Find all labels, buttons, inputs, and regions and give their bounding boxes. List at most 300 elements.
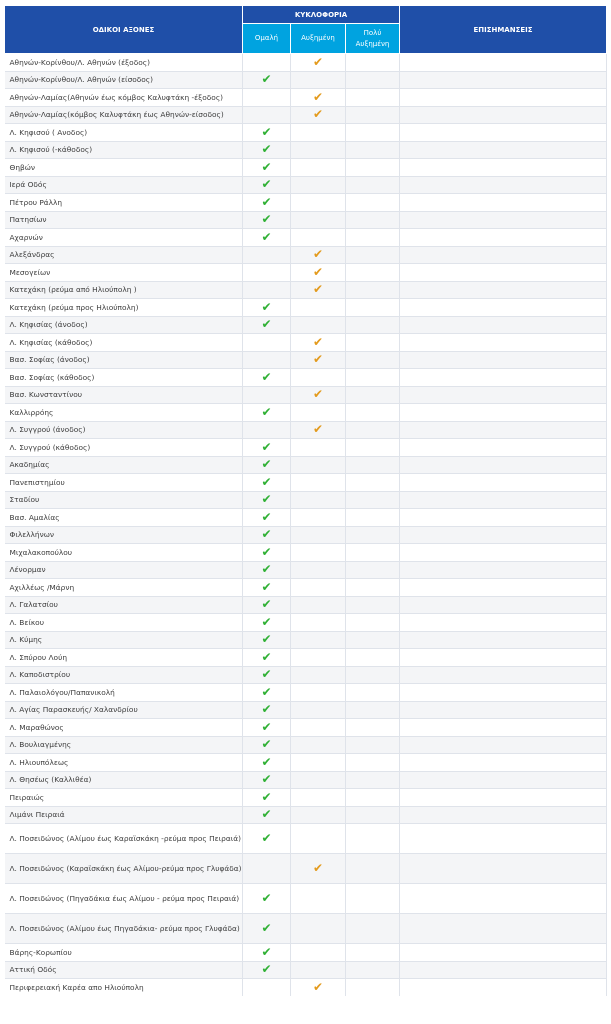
checkmark-icon: ✔ [261, 891, 272, 905]
table-row [5, 334, 607, 352]
status-cell-very-increased [346, 54, 400, 72]
road-name: Λ. Κηφισίας (κάθοδος) [5, 334, 243, 352]
notes-cell [400, 491, 607, 509]
table-row [5, 754, 607, 772]
table-row [5, 159, 607, 177]
table-row [5, 719, 607, 737]
status-cell-normal [243, 736, 291, 754]
checkmark-icon: ✔ [312, 282, 324, 297]
status-cell-increased [291, 701, 346, 719]
road-name: Λ. Βουλιαγμένης [5, 736, 243, 754]
status-cell-very-increased [346, 369, 400, 387]
road-name: Λ. Βείκου [5, 614, 243, 632]
notes-cell [400, 526, 607, 544]
notes-cell [400, 944, 607, 962]
road-name: Λ. Καποδιστρίου [5, 666, 243, 684]
checkmark-icon: ✔ [261, 649, 272, 664]
status-cell-increased [291, 141, 346, 159]
status-cell-very-increased [346, 884, 400, 914]
status-cell-very-increased [346, 194, 400, 212]
road-name: Λ. Ποσειδώνος (Αλίμου έως Καραϊσκάκη -ρεύμα προς Πειραιά) [5, 824, 243, 854]
status-cell-increased [291, 544, 346, 562]
status-cell-increased [291, 649, 346, 667]
table-row [5, 316, 607, 334]
table-row [5, 106, 607, 124]
notes-cell [400, 176, 607, 194]
checkmark-icon: ✔ [261, 831, 272, 845]
road-name: Μεσογείων [5, 264, 243, 282]
notes-cell [400, 561, 607, 579]
notes-cell [400, 439, 607, 457]
status-cell-normal [243, 509, 291, 527]
status-cell-normal [243, 631, 291, 649]
status-cell-very-increased [346, 124, 400, 142]
status-cell-increased [291, 211, 346, 229]
checkmark-icon: ✔ [261, 544, 272, 559]
checkmark-icon: ✔ [261, 474, 272, 489]
notes-cell [400, 979, 607, 996]
status-cell-normal [243, 526, 291, 544]
status-cell-normal [243, 561, 291, 579]
road-name: Λ. Σπύρου Λούη [5, 649, 243, 667]
notes-cell [400, 159, 607, 177]
status-cell-very-increased [346, 979, 400, 996]
notes-cell [400, 281, 607, 299]
notes-cell [400, 789, 607, 807]
status-cell-increased [291, 404, 346, 422]
checkmark-icon: ✔ [312, 387, 324, 402]
status-cell-increased [291, 914, 346, 944]
status-cell-normal [243, 176, 291, 194]
checkmark-icon: ✔ [261, 142, 272, 157]
status-cell-increased [291, 194, 346, 212]
table-row [5, 194, 607, 212]
status-cell-normal [243, 666, 291, 684]
table-row [5, 54, 607, 72]
status-cell-increased [291, 719, 346, 737]
status-cell-very-increased [346, 246, 400, 264]
table-row [5, 404, 607, 422]
header-road-axes: ΟΔΙΚΟΙ ΑΞΟΝΕΣ [5, 6, 243, 54]
status-cell-increased [291, 884, 346, 914]
status-cell-very-increased [346, 176, 400, 194]
table-row [5, 299, 607, 317]
status-cell-normal [243, 789, 291, 807]
status-cell-increased [291, 159, 346, 177]
notes-cell [400, 806, 607, 824]
header-increased: Αυξημένη [291, 24, 346, 54]
status-cell-increased [291, 979, 346, 996]
table-row [5, 884, 607, 914]
table-row [5, 141, 607, 159]
status-cell-very-increased [346, 141, 400, 159]
checkmark-icon: ✔ [261, 439, 272, 454]
status-cell-very-increased [346, 701, 400, 719]
road-name: Αλεξάνδρας [5, 246, 243, 264]
traffic-table-container [4, 5, 606, 996]
status-cell-increased [291, 491, 346, 509]
header-very-increased: Πολύ Αυξημένη [346, 24, 400, 54]
checkmark-icon: ✔ [261, 457, 272, 472]
traffic-table [4, 5, 607, 996]
status-cell-increased [291, 474, 346, 492]
status-cell-normal [243, 961, 291, 979]
status-cell-normal [243, 316, 291, 334]
table-row [5, 474, 607, 492]
notes-cell [400, 719, 607, 737]
header-normal: Ομαλή [243, 24, 291, 54]
table-row [5, 684, 607, 702]
status-cell-normal [243, 369, 291, 387]
status-cell-normal [243, 806, 291, 824]
status-cell-increased [291, 106, 346, 124]
table-row [5, 824, 607, 854]
road-name: Λ. Ηλιουπόλεως [5, 754, 243, 772]
checkmark-icon: ✔ [261, 229, 272, 244]
checkmark-icon: ✔ [261, 632, 272, 647]
table-row [5, 806, 607, 824]
road-name: Βασ. Σοφίας (κάθοδος) [5, 369, 243, 387]
status-cell-increased [291, 229, 346, 247]
notes-cell [400, 579, 607, 597]
status-cell-very-increased [346, 71, 400, 89]
status-cell-very-increased [346, 421, 400, 439]
checkmark-icon: ✔ [261, 177, 272, 192]
status-cell-very-increased [346, 509, 400, 527]
table-row [5, 701, 607, 719]
road-name: Λ. Παλαιολόγου/Παπανικολή [5, 684, 243, 702]
table-row [5, 649, 607, 667]
road-name: Αθηνών-Λαμίας(Αθηνών έως κόμβος Καλυφτάκη -έξοδος) [5, 89, 243, 107]
status-cell-normal [243, 299, 291, 317]
notes-cell [400, 914, 607, 944]
status-cell-normal [243, 421, 291, 439]
road-name: Θηβών [5, 159, 243, 177]
road-name: Φιλελλήνων [5, 526, 243, 544]
status-cell-very-increased [346, 386, 400, 404]
table-row [5, 369, 607, 387]
status-cell-very-increased [346, 944, 400, 962]
checkmark-icon: ✔ [261, 737, 272, 752]
checkmark-icon: ✔ [261, 509, 272, 524]
status-cell-normal [243, 386, 291, 404]
checkmark-icon: ✔ [261, 772, 272, 787]
status-cell-increased [291, 736, 346, 754]
road-name: Αθηνών-Κορίνθου/Λ. Αθηνών (έξοδος) [5, 54, 243, 72]
road-name: Λένορμαν [5, 561, 243, 579]
notes-cell [400, 194, 607, 212]
status-cell-normal [243, 649, 291, 667]
notes-cell [400, 754, 607, 772]
notes-cell [400, 124, 607, 142]
status-cell-very-increased [346, 806, 400, 824]
road-name: Λ. Θησέως (Καλλιθέα) [5, 771, 243, 789]
notes-cell [400, 824, 607, 854]
table-row [5, 386, 607, 404]
notes-cell [400, 456, 607, 474]
status-cell-normal [243, 89, 291, 107]
table-row [5, 961, 607, 979]
status-cell-normal [243, 944, 291, 962]
table-row [5, 579, 607, 597]
notes-cell [400, 54, 607, 72]
checkmark-icon: ✔ [261, 719, 272, 734]
road-name: Λ. Κηφισίας (άνοδος) [5, 316, 243, 334]
notes-cell [400, 544, 607, 562]
checkmark-icon: ✔ [261, 369, 272, 384]
notes-cell [400, 701, 607, 719]
status-cell-normal [243, 491, 291, 509]
table-row [5, 614, 607, 632]
status-cell-normal [243, 719, 291, 737]
status-cell-very-increased [346, 211, 400, 229]
status-cell-increased [291, 264, 346, 282]
notes-cell [400, 614, 607, 632]
status-cell-increased [291, 526, 346, 544]
checkmark-icon: ✔ [261, 212, 272, 227]
table-row [5, 71, 607, 89]
notes-cell [400, 631, 607, 649]
status-cell-increased [291, 561, 346, 579]
notes-cell [400, 316, 607, 334]
status-cell-normal [243, 914, 291, 944]
status-cell-increased [291, 579, 346, 597]
status-cell-very-increased [346, 229, 400, 247]
status-cell-increased [291, 369, 346, 387]
checkmark-icon: ✔ [312, 107, 324, 122]
table-row [5, 281, 607, 299]
status-cell-very-increased [346, 771, 400, 789]
checkmark-icon: ✔ [261, 614, 272, 629]
status-cell-very-increased [346, 596, 400, 614]
road-name: Αττική Οδός [5, 961, 243, 979]
status-cell-increased [291, 246, 346, 264]
status-cell-very-increased [346, 474, 400, 492]
status-cell-normal [243, 404, 291, 422]
road-name: Ακαδημίας [5, 456, 243, 474]
checkmark-icon: ✔ [261, 962, 272, 977]
status-cell-very-increased [346, 824, 400, 854]
road-name: Ιερά Οδός [5, 176, 243, 194]
road-name: Λ. Κηφισού (-κάθοδος) [5, 141, 243, 159]
status-cell-increased [291, 281, 346, 299]
status-cell-normal [243, 684, 291, 702]
status-cell-very-increased [346, 106, 400, 124]
status-cell-increased [291, 666, 346, 684]
checkmark-icon: ✔ [261, 404, 272, 419]
road-name: Αχιλλέως /Μάρνη [5, 579, 243, 597]
status-cell-very-increased [346, 631, 400, 649]
notes-cell [400, 334, 607, 352]
table-row [5, 666, 607, 684]
status-cell-increased [291, 789, 346, 807]
status-cell-normal [243, 771, 291, 789]
status-cell-very-increased [346, 719, 400, 737]
table-row [5, 789, 607, 807]
status-cell-normal [243, 159, 291, 177]
status-cell-very-increased [346, 89, 400, 107]
table-row [5, 211, 607, 229]
status-cell-normal [243, 351, 291, 369]
status-cell-normal [243, 979, 291, 996]
status-cell-very-increased [346, 736, 400, 754]
table-row [5, 544, 607, 562]
status-cell-normal [243, 264, 291, 282]
status-cell-normal [243, 456, 291, 474]
status-cell-increased [291, 71, 346, 89]
status-cell-increased [291, 334, 346, 352]
status-cell-very-increased [346, 299, 400, 317]
status-cell-very-increased [346, 614, 400, 632]
status-cell-increased [291, 509, 346, 527]
checkmark-icon: ✔ [261, 597, 272, 612]
status-cell-normal [243, 124, 291, 142]
table-row [5, 944, 607, 962]
status-cell-very-increased [346, 754, 400, 772]
status-cell-very-increased [346, 159, 400, 177]
road-name: Κατεχάκη (ρεύμα προς Ηλιούπολη) [5, 299, 243, 317]
status-cell-very-increased [346, 526, 400, 544]
status-cell-increased [291, 124, 346, 142]
checkmark-icon: ✔ [312, 979, 324, 994]
status-cell-normal [243, 474, 291, 492]
road-name: Αχαρνών [5, 229, 243, 247]
status-cell-very-increased [346, 456, 400, 474]
road-name: Λ. Ποσειδώνος (Πηγαδάκια έως Αλίμου - ρεύμα προς Πειραιά) [5, 884, 243, 914]
table-row [5, 246, 607, 264]
notes-cell [400, 89, 607, 107]
status-cell-increased [291, 386, 346, 404]
notes-cell [400, 369, 607, 387]
status-cell-very-increased [346, 561, 400, 579]
table-row [5, 771, 607, 789]
road-name: Λ. Μαραθώνος [5, 719, 243, 737]
notes-cell [400, 141, 607, 159]
status-cell-normal [243, 824, 291, 854]
notes-cell [400, 211, 607, 229]
notes-cell [400, 854, 607, 884]
notes-cell [400, 684, 607, 702]
status-cell-very-increased [346, 649, 400, 667]
notes-cell [400, 884, 607, 914]
road-name: Κατεχάκη (ρεύμα από Ηλιούπολη ) [5, 281, 243, 299]
notes-cell [400, 509, 607, 527]
road-name: Λ. Ποσειδώνος (Αλίμου έως Πηγαδάκια- ρεύμα προς Γλυφάδα) [5, 914, 243, 944]
table-row [5, 491, 607, 509]
checkmark-icon: ✔ [312, 264, 324, 279]
notes-cell [400, 961, 607, 979]
notes-cell [400, 71, 607, 89]
status-cell-increased [291, 176, 346, 194]
notes-cell [400, 299, 607, 317]
road-name: Βασ. Κωνσταντίνου [5, 386, 243, 404]
status-cell-increased [291, 421, 346, 439]
status-cell-increased [291, 299, 346, 317]
status-cell-normal [243, 334, 291, 352]
notes-cell [400, 229, 607, 247]
status-cell-increased [291, 806, 346, 824]
table-row [5, 509, 607, 527]
status-cell-very-increased [346, 404, 400, 422]
status-cell-increased [291, 854, 346, 884]
status-cell-increased [291, 614, 346, 632]
status-cell-very-increased [346, 334, 400, 352]
notes-cell [400, 474, 607, 492]
notes-cell [400, 264, 607, 282]
status-cell-increased [291, 771, 346, 789]
notes-cell [400, 106, 607, 124]
table-row [5, 914, 607, 944]
notes-cell [400, 736, 607, 754]
table-row [5, 456, 607, 474]
checkmark-icon: ✔ [261, 194, 272, 209]
road-name: Λ. Συγγρού (κάθοδος) [5, 439, 243, 457]
status-cell-very-increased [346, 961, 400, 979]
road-name: Περιφερειακή Καρέα απο Ηλιούπολη [5, 979, 243, 996]
road-name: Σταδίου [5, 491, 243, 509]
status-cell-very-increased [346, 351, 400, 369]
checkmark-icon: ✔ [312, 861, 324, 875]
table-row [5, 596, 607, 614]
header-traffic: ΚΥΚΛΟΦΟΡΙΑ [243, 6, 400, 24]
checkmark-icon: ✔ [261, 702, 272, 717]
status-cell-normal [243, 884, 291, 914]
road-name: Βάρης-Κορωπίου [5, 944, 243, 962]
status-cell-increased [291, 631, 346, 649]
status-cell-normal [243, 106, 291, 124]
checkmark-icon: ✔ [312, 352, 324, 367]
road-name: Λ. Αγίας Παρασκευής/ Χαλανδρίου [5, 701, 243, 719]
road-name: Λ. Κηφισού ( Ανοδος) [5, 124, 243, 142]
status-cell-very-increased [346, 789, 400, 807]
notes-cell [400, 771, 607, 789]
status-cell-normal [243, 754, 291, 772]
status-cell-increased [291, 944, 346, 962]
road-name: Πειραιώς [5, 789, 243, 807]
road-name: Αθηνών-Κορίνθου/Λ. Αθηνών (είσοδος) [5, 71, 243, 89]
status-cell-very-increased [346, 281, 400, 299]
road-name: Λ. Γαλατσίου [5, 596, 243, 614]
status-cell-normal [243, 544, 291, 562]
notes-cell [400, 666, 607, 684]
table-row [5, 854, 607, 884]
status-cell-very-increased [346, 491, 400, 509]
table-row [5, 176, 607, 194]
status-cell-normal [243, 141, 291, 159]
status-cell-normal [243, 71, 291, 89]
road-name: Λ. Συγγρού (άνοδος) [5, 421, 243, 439]
checkmark-icon: ✔ [312, 422, 324, 437]
notes-cell [400, 351, 607, 369]
table-row [5, 439, 607, 457]
status-cell-increased [291, 961, 346, 979]
table-row [5, 561, 607, 579]
status-cell-increased [291, 351, 346, 369]
checkmark-icon: ✔ [261, 789, 272, 804]
checkmark-icon: ✔ [312, 247, 324, 262]
status-cell-increased [291, 89, 346, 107]
checkmark-icon: ✔ [261, 124, 272, 139]
checkmark-icon: ✔ [261, 684, 272, 699]
road-name: Λ. Κύμης [5, 631, 243, 649]
status-cell-very-increased [346, 316, 400, 334]
status-cell-very-increased [346, 854, 400, 884]
checkmark-icon: ✔ [261, 921, 272, 935]
table-row [5, 124, 607, 142]
status-cell-very-increased [346, 439, 400, 457]
checkmark-icon: ✔ [312, 54, 324, 69]
status-cell-very-increased [346, 544, 400, 562]
